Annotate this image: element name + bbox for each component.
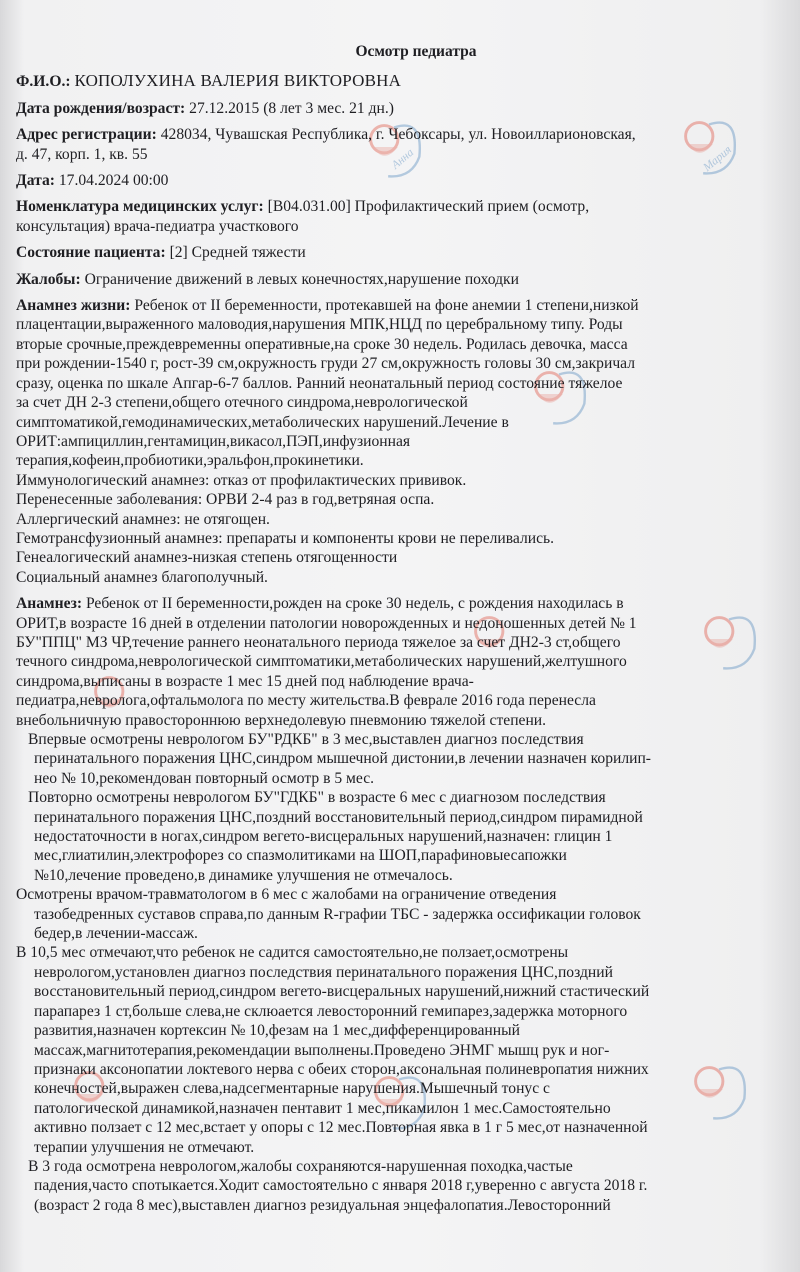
fio-label: Ф.И.О.: (16, 73, 71, 91)
anamnesis-vitae-line: симптоматикой,гемодинамических,метаболических нарушений.Лечение в (16, 413, 509, 431)
nomenclature-block (16, 197, 786, 236)
complaints-row (16, 270, 786, 289)
anamnesis-line: ОРИТ,в возрасте 16 дней в отделении патологии новорожденных и недоношенных детей № 1 (16, 614, 637, 632)
anamnesis-line: конечностей,выражен слева,надсегментарные нарушения.Мышечный тонус с (34, 1080, 550, 1098)
anamnesis-section (16, 594, 786, 1215)
anamnesis-line: Впервые осмотрены неврологом БУ"РДКБ" в 3 мес,выставлен диагноз последствия (28, 731, 584, 748)
anamnesis-line: синдрома,выписаны в возрасте 1 мес 15 дней под наблюдение врача- (16, 672, 474, 690)
anamnesis-vitae-line: ОРИТ:ампициллин,гентамицин,викасол,ПЭП,инфузионная (16, 432, 411, 450)
anamnesis-vitae-line: вторые срочные,преждевременны оперативные,на сроке 30 недель. Родилась девочка, масса (16, 335, 628, 353)
address-label: Адрес регистрации: (16, 126, 157, 144)
anamnesis-vitae-line: терапия,кофеин,пробиотики,эральфон,прокинетики. (16, 452, 364, 470)
anamnesis-vitae-line: Ребенок от II беременности, протекавшей на фоне анемии 1 степени,низкой (134, 297, 639, 315)
address-line-2: д. 47, корп. 1, кв. 55 (16, 145, 148, 163)
anamnesis-line: педиатра,невролога,офтальмолога по месту жительства.В феврале 2016 года перенесла (16, 692, 596, 710)
date-value: 17.04.2024 00:00 (58, 172, 169, 190)
anamnesis-line: массаж,магнитотерапия,рекомендации выполнены.Проведено ЭНМГ мышц рук и ног- (34, 1041, 610, 1059)
svg-text:Мария: Мария (700, 143, 735, 174)
anamnesis-vitae-line: при рождении-1540 г, рост-39 см,окружность груди 27 см,окружность головы 30 см,закричал (16, 355, 636, 373)
social-line: Социальный анамнез благополучный. (16, 568, 268, 586)
condition-value: [2] Средней тяжести (169, 244, 306, 262)
condition-label: Состояние пациента: (16, 244, 166, 262)
allergy-line: Аллергический анамнез: не отягощен. (16, 510, 270, 528)
document-title: Осмотр педиатра (355, 43, 477, 60)
anamnesis-line: мес,глиатилин,электрофорез со спазмолитиками на ШОП,парафиновыесапожки (34, 847, 567, 865)
anamnesis-line: активно ползает с 12 мес,встает у опоры с 12 мес.Повторная явка в 1 г 5 мес,от назначенной (34, 1119, 648, 1137)
anamnesis-line: течного синдрома,неврологической симптоматики,метаболических нарушений,желтушного (16, 653, 627, 671)
anamnesis-vitae-line: за счет ДН 2-3 степени,общего отечного синдрома,неврологической (16, 394, 468, 412)
anamnesis-line: БУ"ППЦ" МЗ ЧР,течение раннего неонатального периода тяжелое за счет ДН2-3 ст,общего (16, 633, 621, 651)
anamnesis-line: №10,лечение проведено,в динамике улучшения не отмечалось. (34, 866, 453, 884)
anamnesis-line: (возраст 2 года 8 мес),выставлен диагноз резидуальная энцефалопатия.Левосторонний (34, 1196, 611, 1214)
address-block (16, 125, 786, 164)
fio-row (16, 71, 786, 91)
dob-label: Дата рождения/возраст: (16, 99, 186, 117)
anamnesis-label: Анамнез: (16, 595, 83, 613)
anamnesis-line: В 10,5 мес отмечают,что ребенок не садится самостоятельно,не ползает,осмотрены (16, 944, 569, 962)
condition-row (16, 243, 786, 262)
anamnesis-line: Повторно осмотрены неврологом БУ"ГДКБ" в возрасте 6 мес с диагнозом последствия (28, 789, 606, 807)
anamnesis-line: внебольничную правостороннюю верхнедолевую пневмонию тяжелой степени. (16, 711, 547, 729)
dob-row (16, 99, 786, 118)
anamnesis-line: неврологом,установлен диагноз последствия перинатального поражения ЦНС,поздний (34, 963, 613, 981)
anamnesis-line: признаки аксонопатии локтевого нерва с обеих сторон,аксональная полиневропатия нижних (34, 1060, 649, 1078)
immunology-line: Иммунологический анамнез: отказ от профилактических прививок. (16, 471, 467, 489)
anamnesis-vitae-line: сразу, оценка по шкале Апгар-6-7 баллов. Ранний неонатальный период состояние тяжелое (16, 374, 623, 392)
anamnesis-line: бедер,в лечении-массаж. (34, 925, 198, 943)
diseases-line: Перенесенные заболевания: ОРВИ 2-4 раз в год,ветряная оспа. (16, 491, 435, 509)
complaints-label: Жалобы: (16, 270, 81, 288)
anamnesis-line: перинатального поражения ЦНС,синдром мышечной дистонии,в лечении назначен корилип- (34, 750, 652, 768)
fio-value: КОПОЛУХИНА ВАЛЕРИЯ ВИКТОРОВНА (74, 71, 402, 91)
anamnesis-vitae-label: Анамнез жизни: (16, 297, 131, 315)
anamnesis-line: Осмотрены врачом-травматологом в 6 мес с жалобами на ограничение отведения (16, 886, 557, 904)
complaints-value: Ограничение движений в левых конечностях,нарушение походки (84, 270, 519, 288)
anamnesis-line: перинатального поражения ЦНС,поздний восстановительный период,синдром пирамидной (34, 808, 643, 826)
anamnesis-vitae-line: плацентации,выраженного маловодия,нарушения МПК,НЦД по церебральному типу. Роды (16, 316, 623, 334)
anamnesis-line: тазобедренных суставов справа,по данным R-графии ТБС - задержка оссификации головок (34, 905, 641, 923)
anamnesis-line: терапии улучшения не отмечают. (34, 1138, 255, 1156)
anamnesis-line: восстановительный период,синдром вегето-висцеральных нарушений,нижний стастический (34, 983, 650, 1001)
transfusion-line: Гемотрансфузионный анамнез: препараты и компоненты крови не переливались. (16, 529, 555, 547)
anamnesis-line: развития,назначен кортексин № 10,фезам на 1 мес,дифференцированный (34, 1022, 520, 1040)
document-body (16, 42, 786, 1215)
anamnesis-vitae-section (16, 296, 786, 587)
nomenclature-label: Номенклатура медицинских услуг: (16, 198, 264, 216)
anamnesis-line: падения,часто спотыкается.Ходит самостоятельно с января 2018 г,уверенно с августа 2018 г. (34, 1177, 648, 1195)
date-row (16, 171, 786, 190)
nomenclature-line-1: [B04.031.00] Профилактический прием (осмотр, (267, 198, 590, 216)
anamnesis-line: недостаточности в ногах,синдром вегето-висцеральных нарушений,назначен: глицин 1 (34, 828, 613, 846)
dob-value: 27.12.2015 (8 лет 3 мес. 21 дн.) (189, 99, 394, 117)
address-line-1: 428034, Чувашская Республика, г. Чебоксары, ул. Новоилларионовская, (160, 126, 636, 144)
anamnesis-line: патологической динамикой,назначен пентавит 1 мес,пикамилон 1 мес.Самостоятельно (34, 1099, 611, 1117)
svg-text:Анна: Анна (388, 145, 417, 172)
date-label: Дата: (16, 172, 55, 190)
anamnesis-line: Ребенок от II беременности,рожден на сроке 30 недель, с рождения находилась в (85, 595, 624, 613)
anamnesis-line: В 3 года осмотрена неврологом,жалобы сохраняются-нарушенная походка,частые (28, 1157, 573, 1175)
anamnesis-line: парапарез 1 ст,больше слева,не склюается левосторонний гемипарез,задержка моторного (34, 1002, 628, 1020)
anamnesis-line: нео № 10,рекомендован повторный осмотр в 5 мес. (34, 769, 375, 787)
genealogy-line: Генеалогический анамнез-низкая степень отягощенности (16, 549, 398, 567)
nomenclature-line-2: консультация) врача-педиатра участкового (16, 217, 299, 235)
